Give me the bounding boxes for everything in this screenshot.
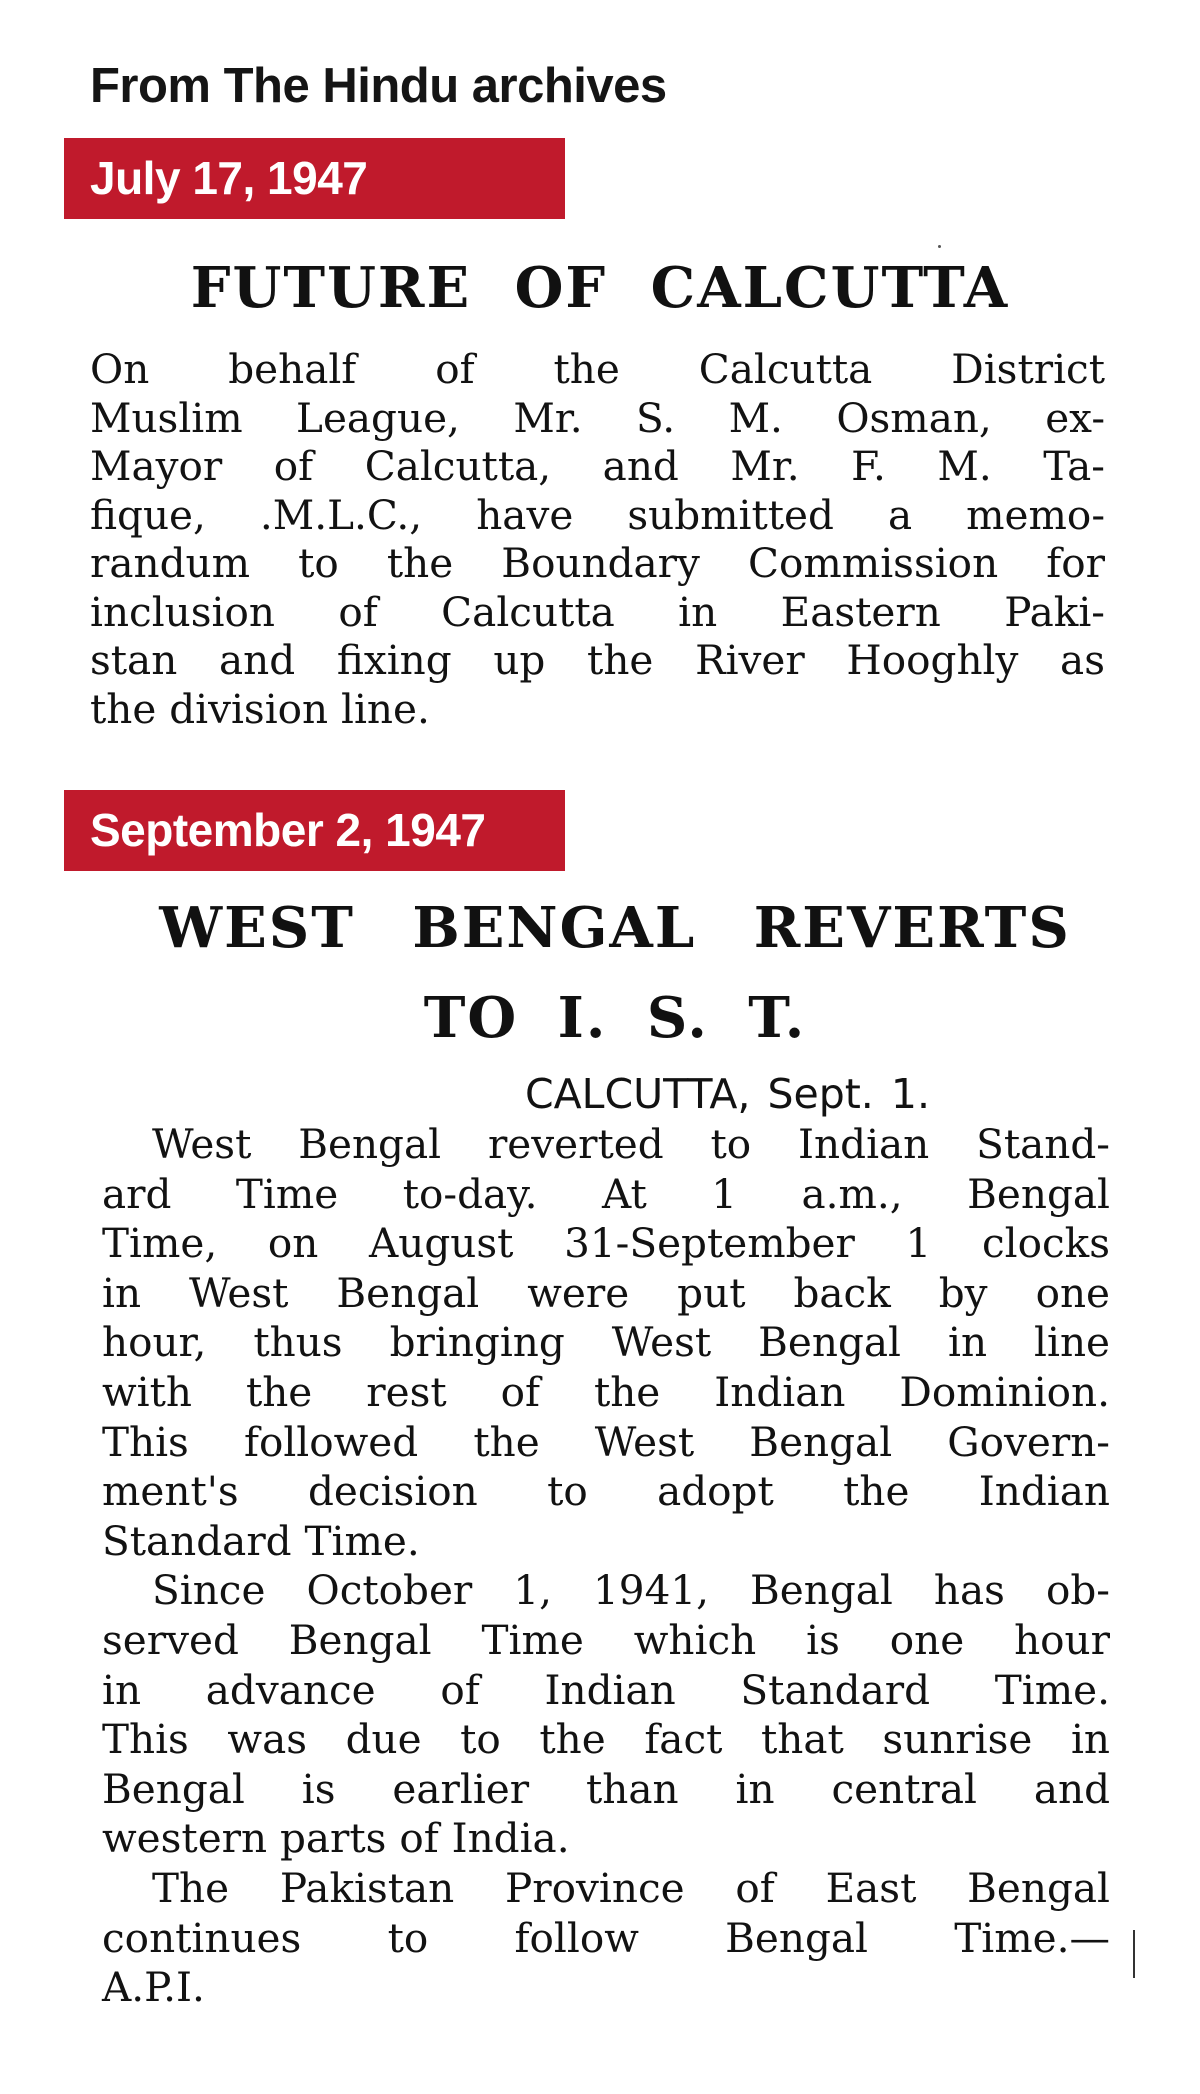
article-line: in advance of Indian Standard Time. bbox=[102, 1665, 1110, 1714]
article-line: Bengal is earlier than in central and bbox=[102, 1764, 1110, 1813]
article-line: western parts of India. bbox=[102, 1814, 570, 1863]
article-line: A.P.I. bbox=[102, 1963, 205, 2012]
date-banner-september-2-1947: September 2, 1947 bbox=[64, 790, 565, 871]
article-line: with the rest of the Indian Dominion. bbox=[102, 1367, 1110, 1416]
article-line: hour, thus bringing West Bengal in line bbox=[102, 1318, 1110, 1367]
article-line: served Bengal Time which is one hour bbox=[102, 1615, 1110, 1664]
article-line: This was due to the fact that sunrise in bbox=[102, 1715, 1110, 1764]
print-speck bbox=[938, 245, 941, 248]
headline-future-of-calcutta: FUTURE OF CALCUTTA bbox=[190, 255, 1010, 321]
article-line: West Bengal reverted to Indian Stand- bbox=[152, 1120, 1110, 1168]
article-line: continues to follow Bengal Time.— bbox=[102, 1913, 1110, 1962]
article-body-west-bengal-reverts bbox=[102, 1120, 1110, 2013]
article-line: Time, on August 31-September 1 clocks bbox=[102, 1219, 1110, 1268]
article-dateline: CALCUTTA, Sept. 1. bbox=[525, 1070, 930, 1118]
article-line: Mayor of Calcutta, and Mr. F. M. Ta- bbox=[90, 442, 1105, 490]
article-line: This followed the West Bengal Govern- bbox=[102, 1417, 1110, 1466]
article-line: inclusion of Calcutta in Eastern Paki- bbox=[90, 587, 1105, 636]
article-line: ment's decision to adopt the Indian bbox=[102, 1467, 1110, 1516]
article-line: On behalf of the Calcutta District bbox=[90, 345, 1105, 393]
article-body-future-of-calcutta bbox=[90, 345, 1105, 733]
source-title: From The Hindu archives bbox=[90, 59, 667, 113]
article-line: Standard Time. bbox=[102, 1516, 420, 1565]
article-line: in West Bengal were put back by one bbox=[102, 1268, 1110, 1317]
article-line: stan and fixing up the River Hooghly as bbox=[90, 636, 1105, 684]
article-line: Since October 1, 1941, Bengal has ob- bbox=[152, 1566, 1110, 1615]
headline-west-bengal-reverts: WEST BENGAL REVERTS bbox=[159, 895, 1071, 961]
article-line: ard Time to-day. At 1 a.m., Bengal bbox=[102, 1169, 1110, 1218]
column-edge-mark bbox=[1133, 1930, 1135, 1978]
article-line: Muslim League, Mr. S. M. Osman, ex- bbox=[90, 393, 1105, 442]
article-line: fique, .M.L.C., have submitted a memo- bbox=[90, 490, 1105, 539]
article-line: randum to the Boundary Commission for bbox=[90, 539, 1105, 587]
article-line: The Pakistan Province of East Bengal bbox=[152, 1863, 1110, 1912]
date-banner-july-17-1947: July 17, 1947 bbox=[64, 138, 565, 219]
headline-to-ist: TO I. S. T. bbox=[423, 985, 807, 1051]
article-line: the division line. bbox=[90, 684, 430, 733]
